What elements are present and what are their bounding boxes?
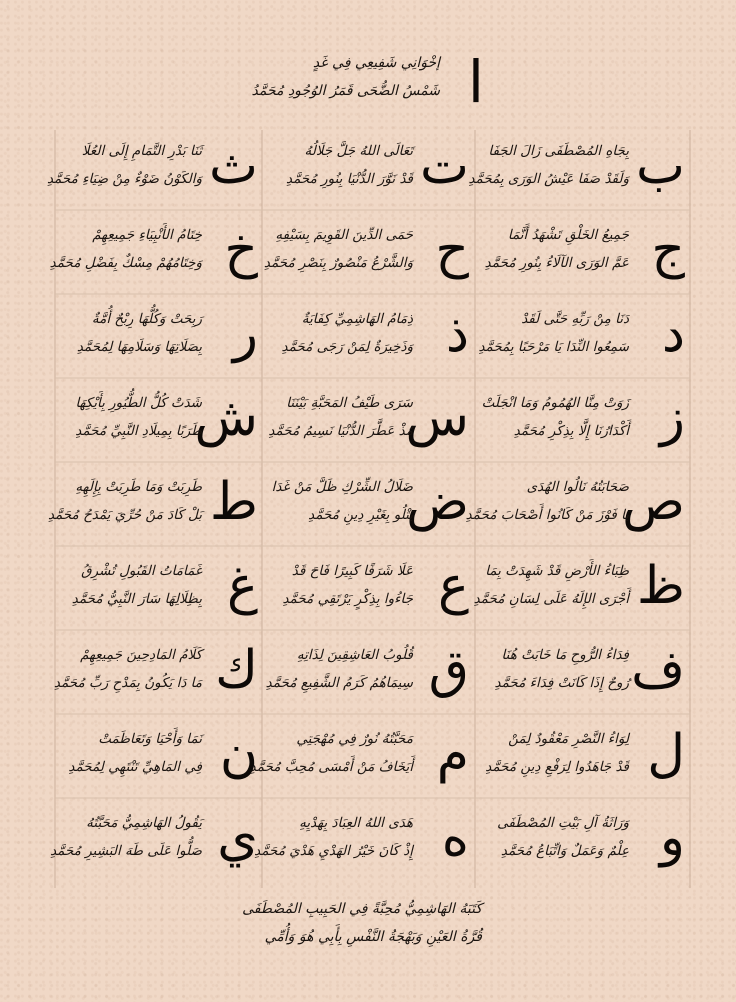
colophon-line-1: كَتَبَهُ الهَاشِمِيُّ مُحِبَّةً فِي الحَبِيبِ المُصْطَفَى — [242, 901, 482, 917]
verse-line-2: جَاءُوا بِذِكْرٍ يَرْتَقِي مُحَمَّدِ — [282, 591, 413, 607]
verse-letter: ش — [194, 388, 258, 448]
verse-cell — [473, 552, 687, 630]
verse-cell — [482, 804, 687, 882]
verse-letter: س — [405, 388, 469, 448]
verse-cell — [46, 132, 260, 210]
verse-line-1: خِتَامُ الأَنْبِيَاءِ جَمِيعِهِمْ — [92, 227, 202, 243]
verse-line-1: جَمِيعُ الخَلْقِ تَشْهَدُ أَنَّمَا — [507, 227, 629, 243]
verse-cell — [266, 300, 471, 378]
verse-letter: ب — [636, 136, 685, 196]
verse-cell — [468, 132, 687, 210]
verse-letter: ت — [420, 136, 469, 196]
verse-cell — [254, 804, 471, 882]
verse-cell — [266, 636, 471, 714]
colophon — [242, 888, 492, 958]
verse-line-1: بِجَاهِ المُصْطَفَى زَالَ الجَفَا — [488, 143, 629, 159]
verse-line-1: دَنَا مِنْ رَبِّهِ حَتَّى لَقَدْ — [521, 311, 629, 327]
verse-line-1: وَرَاثَةُ آلِ بَيْتِ المُصْطَفَى — [497, 815, 629, 831]
verse-cell — [266, 468, 471, 546]
verse-line-1: صَحَابَتُهُ نَالُوا الهُدَى — [526, 479, 629, 495]
verse-line-1: ضَلَالُ الشِّرْكِ ظَلَّ مَنْ غَدَا — [271, 479, 413, 495]
verse-line-1: رَبِحَتْ وَكُلُّهَا رِبْحٌ أُمَّةٌ — [91, 311, 202, 327]
verse-line-1: كَلَامُ المَادِحِينَ جَمِيعِهِمْ — [80, 647, 202, 663]
verse-letter: خ — [224, 220, 258, 280]
verse-line-1: زَوَتْ مِنَّا الهُمُومُ وَمَا انْجَلَتْ — [481, 395, 629, 411]
verse-line-1: ثَنَا بَدْرِ التَّمَامِ إِلَى العُلَا — [81, 143, 202, 159]
verse-line-2: أَيَخَافُ مَنْ أَمْسَى مُحِبَّ مُحَمَّدِ — [249, 759, 413, 775]
verse-line-1: طَرِبَتْ وَمَا طَرِبَتْ بِإِلَهِهِ — [75, 479, 202, 495]
verse-letter: ظ — [636, 556, 685, 616]
verse-line-1: هَدَى اللهُ العِبَادَ بِهَدْيِهِ — [299, 815, 413, 831]
colophon-line-2: قُرَّةُ العَيْنِ وَبَهْجَةُ النَّفْسِ بِأَبِي هُوَ وَأُمِّي — [264, 929, 482, 945]
verse-line-2: وَالشَّرْعُ مَنْصُورٌ بِنَصْرِ مُحَمَّدِ — [263, 255, 413, 271]
verse-line-1: غَمَامَاتُ القَبُولِ تُشْرِقُ — [81, 563, 202, 579]
verse-letter: ر — [232, 304, 258, 364]
verse-line-2: أَجْرَى الإِلَهُ عَلَى لِسَانِ مُحَمَّدِ — [473, 591, 629, 607]
verse-letter: م — [436, 724, 469, 784]
verse-line-2: مُذْ عَطَّرَ الدُّنْيَا نَسِيمُ مُحَمَّدِ — [268, 423, 413, 439]
verse-letter: ص — [622, 472, 685, 532]
verse-line-2: عَمَّ الوَرَى الآلَاءُ بِنُورِ مُحَمَّدِ — [484, 255, 629, 271]
verse-line-2: سِيمَاهُمُ كَرَمُ الشَّفِيعِ مُحَمَّدِ — [265, 675, 413, 691]
verse-line-2: بِظِلَالِهَا سَارَ النَّبِيُّ مُحَمَّدِ — [71, 591, 202, 607]
verse-letter: ث — [209, 136, 258, 196]
verse-line-2: أَكْدَارُنَا إِلَّا بِذِكْرِ مُحَمَّدِ — [513, 423, 629, 439]
verse-cell — [55, 636, 260, 714]
verse-line-1: عَلَا شَرَفًا كَبِيرًا فَاحَ قَدْ — [291, 563, 413, 579]
verse-cell — [478, 300, 687, 378]
verse-line-2: بَلْ كَادَ مَنْ حُرِّيَ يَمْدَحُ مُحَمَّدِ — [47, 507, 202, 523]
verse-line-2: إِذْ كَانَ خَيْرُ الهَدْيِ هَدْيَ مُحَمَّدِ — [254, 843, 413, 859]
verse-letter: ض — [406, 472, 469, 532]
verse-cell — [49, 216, 260, 294]
verse-line-2: صَلُّوا عَلَى طَهَ البَشِيرِ مُحَمَّدِ — [50, 843, 202, 859]
verse-cell — [249, 720, 471, 798]
verse-letter: ذ — [445, 304, 469, 364]
heading-line-2: شَمْسُ الضُّحَى قَمَرُ الوُجُودِ مُحَمَّدُ — [251, 83, 440, 99]
verse-line-2: عِلْمٌ وَعَمَلٌ وَاتِّبَاعُ مُحَمَّدِ — [500, 843, 629, 859]
verse-line-2: طَرَبًا بِمِيلَادِ النَّبِيِّ مُحَمَّدِ — [75, 423, 202, 439]
verse-line-2: قَدْ نَوَّرَ الدُّنْيَا بِنُورِ مُحَمَّدِ — [285, 171, 413, 187]
verse-cell — [482, 720, 687, 798]
verse-line-2: وَخِتَامُهُمْ مِسْكٌ بِفَضْلِ مُحَمَّدِ — [49, 255, 202, 271]
verse-cell — [482, 384, 687, 462]
verse-line-1: حَمَى الدِّينَ القَوِيمَ بِسَيْفِهِ — [275, 227, 413, 243]
verse-cell — [482, 636, 687, 714]
verse-cell — [55, 552, 260, 630]
verse-letter: ل — [647, 724, 685, 784]
verse-letter: ع — [437, 556, 469, 616]
heading-line-1: إخْوَانِي شَفِيعِي فِي غَدٍ — [312, 55, 440, 71]
verse-letter: ح — [435, 220, 469, 280]
verse-cell — [47, 468, 260, 546]
verse-line-1: شَدَتْ كُلُّ الطُّيُورِ بِأَيْكِهَا — [75, 395, 202, 411]
verse-cell — [266, 384, 471, 462]
heading-letter: ا — [467, 48, 484, 116]
verse-line-2: وَلَقَدْ صَفَا عَيْشُ الوَرَى بِمُحَمَّدِ — [468, 171, 629, 187]
verse-letter: د — [661, 304, 685, 364]
verse-line-1: فِدَاءُ الرُّوحِ مَا خَابَتْ هُنَا — [501, 647, 629, 663]
verse-letter: ط — [209, 472, 258, 532]
verse-letter: و — [659, 808, 685, 868]
verse-line-1: مَحَبَّتُهُ نُورٌ فِي مُهْجَتِي — [296, 731, 413, 747]
verse-cell — [482, 216, 687, 294]
verse-line-2: قَدْ جَاهَدُوا لِرَفْعِ دِينِ مُحَمَّدِ — [485, 759, 629, 775]
verse-line-1: لِوَاءُ النَّصْرِ مَعْقُودٌ لِمَنْ — [508, 731, 629, 747]
verse-letter: ه — [441, 808, 469, 868]
verse-line-2: وَالكَوْنُ ضَوْءٌ مِنْ ضِيَاءِ مُحَمَّدِ — [46, 171, 202, 187]
verse-line-2: مَا دَا يَكُونُ بِمَدْحِ رَبِّ مُحَمَّدِ — [53, 675, 202, 691]
verse-letter: ز — [659, 388, 685, 448]
verse-line-2: بِصَلَاتِهَا وَسَلَامِهَا لِمُحَمَّدِ — [76, 339, 202, 355]
verse-cell — [266, 132, 471, 210]
verse-line-1: سَرَى طَيْفُ المَحَبَّةِ بَيْنَنَا — [286, 395, 413, 411]
heading-couplet — [251, 40, 492, 126]
verse-letter: ق — [428, 640, 469, 700]
verse-cell — [55, 720, 260, 798]
verse-letter: ج — [651, 220, 685, 280]
verse-cell — [50, 804, 260, 882]
verse-letter: ن — [219, 724, 258, 784]
verse-line-2: فِي المَاهِيِّ تَنْتَهِي لِمُحَمَّدِ — [68, 759, 202, 775]
verse-line-1: ذِمَامُ الهَاشِمِيِّ كِفَايَةٌ — [301, 311, 413, 327]
verse-letter: ك — [215, 640, 258, 700]
verse-line-2: رُوحٌ إِذَا كَانَتْ فِدَاءَ مُحَمَّدِ — [494, 675, 629, 691]
verse-line-1: ظِبَاءُ الأَرْضِ قَدْ شَهِدَتْ بِمَا — [485, 563, 629, 579]
verse-cell — [55, 384, 260, 462]
verse-cell — [55, 300, 260, 378]
verse-line-1: قُلُوبُ العَاشِقِينَ لِذَاتِهِ — [296, 647, 413, 663]
verse-cell — [266, 552, 471, 630]
verse-cell — [263, 216, 471, 294]
verse-line-2: يَا فَوْزَ مَنْ كَانُوا أَصْحَابَ مُحَمَّدِ — [465, 507, 629, 523]
verse-letter: ي — [217, 808, 258, 868]
verse-cell — [465, 468, 687, 546]
verse-line-1: تَعَالَى اللهُ جَلَّ جَلَالُهُ — [304, 143, 413, 159]
verse-line-1: نَمَا وَأَحْيَا وَتَعَاظَمَتْ — [98, 731, 202, 747]
verse-line-2: سَمِعُوا النِّدَا يَا مَرْحَبًا بِمُحَمَّدِ — [478, 339, 629, 355]
verse-letter: غ — [226, 556, 258, 616]
verse-line-1: يَقُولُ الهَاشِمِيُّ مَحَبَّتُهُ — [86, 815, 202, 831]
verse-letter: ف — [631, 640, 685, 700]
verse-line-2: وَذَخِيرَةٌ لِمَنْ رَجَى مُحَمَّدِ — [281, 339, 413, 355]
verse-line-2: يَتْلُو بِغَيْرِ دِينِ مُحَمَّدِ — [308, 507, 413, 523]
